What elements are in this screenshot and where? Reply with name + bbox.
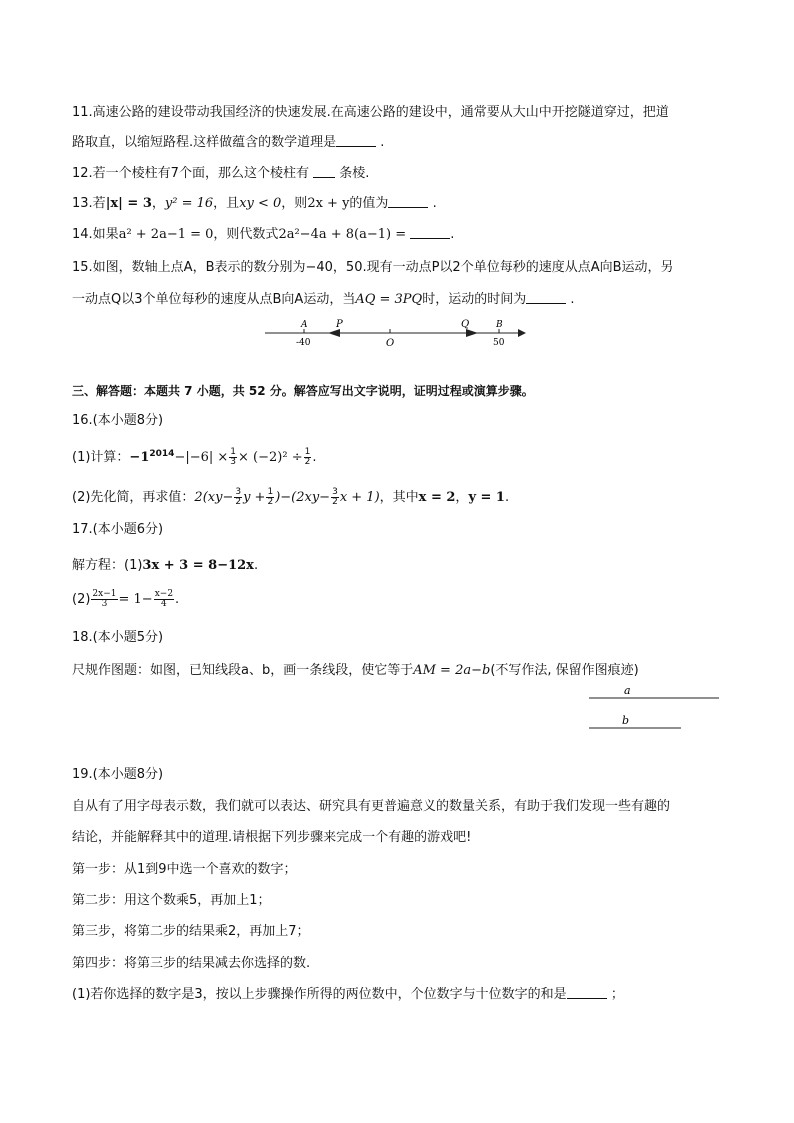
label-val-a: -40 [296, 338, 311, 348]
q13-text: 13.若 [72, 196, 106, 211]
answer-blank[interactable] [526, 291, 566, 304]
frac-den: 2 [332, 497, 338, 507]
q16-p1-mid: × (−2)² ÷ [238, 450, 303, 465]
q19-step2: 第二步：用这个数乘5，再加上1； [72, 893, 271, 908]
q16-heading: 16.(本小题8分) [72, 413, 164, 428]
q16-p1-abs: −|−6| × [174, 450, 229, 465]
q17-p1-end: . [253, 558, 259, 573]
q19-step4: 第四步：将第三步的结果减去你选择的数. [72, 956, 311, 971]
q15-math-cond: AQ = 3PQ [355, 292, 423, 307]
segment-b-label: b [622, 714, 630, 727]
q11-end: . [380, 135, 385, 150]
q16-p2-where: ，其中 [379, 490, 419, 505]
label-o: O [386, 338, 395, 349]
fraction [154, 590, 174, 609]
q19-step3: 第三步，将第二步的结果乘2，再加上7； [72, 924, 310, 939]
fraction [229, 448, 237, 467]
q13-math-xy: xy < 0 [239, 196, 282, 211]
q11-text: 路取直，以缩短路程.这样做蕴含的数学道理是 [72, 135, 337, 150]
frac-num: 1 [304, 447, 311, 457]
q17-p2-math: = 1− [118, 592, 153, 607]
q15-line2 [72, 290, 575, 310]
q18-heading: 18.(本小题5分) [72, 630, 164, 645]
number-line-figure [260, 314, 530, 350]
q15-text-b: 时，运动的时间为 [422, 292, 527, 307]
q19-intro-line1: 自从有了用字母表示数，我们就可以表达、研究具有更普遍意义的数量关系，有助于我们发现一些有趣的 [72, 799, 671, 814]
q18-math: AM = 2a−b [413, 663, 491, 678]
q16-p1-math: −1 [129, 450, 150, 465]
frac-den: 3 [230, 457, 237, 467]
q14-math-eq: a² + 2a−1 = 0 [118, 227, 214, 242]
q13-sep: ， [151, 196, 165, 211]
frac-den: 3 [101, 599, 108, 609]
q19-step1: 第一步：从1到9中选一个喜欢的数字； [72, 862, 297, 877]
answer-blank[interactable] [336, 134, 376, 147]
label-q: Q [461, 319, 470, 330]
frac-den: 2 [267, 497, 274, 507]
section-3-heading: 三、解答题：本题共 7 小题，共 52 分。解答应写出文字说明，证明过程或演算步骤。 [72, 384, 534, 398]
q13-math-y: y² = 16 [164, 196, 214, 211]
q16-p2-math-c: )−(2xy− [275, 490, 331, 505]
q12-text-b: 条棱. [339, 166, 370, 181]
q13-sep4: 的值为 [349, 196, 389, 211]
q17-part2 [72, 590, 179, 610]
q16-p1-exponent: 2014 [149, 449, 175, 459]
frac-den: 2 [235, 497, 242, 507]
q16-p2-math-d: x + 1) [339, 490, 380, 505]
q16-p2-y: y = 1 [468, 490, 505, 505]
q16-p2-sep: ， [455, 490, 469, 505]
frac-den: 4 [161, 599, 167, 609]
answer-blank[interactable] [410, 226, 450, 239]
q16-p2-x: x = 2 [418, 490, 456, 505]
q16-part1 [72, 448, 316, 468]
q14-math-expr: 2a²−4a + 8(a−1) = [278, 227, 407, 242]
label-val-b: 50 [493, 338, 505, 348]
q18-text: 尺规作图题：如图，已知线段a、b，画一条线段，使它等于 [72, 663, 414, 678]
q14-line [72, 225, 454, 245]
answer-blank[interactable] [313, 165, 335, 178]
fraction [331, 488, 339, 507]
label-p: P [336, 319, 343, 330]
fraction [91, 590, 117, 609]
q17-heading: 17.(本小题6分) [72, 522, 164, 537]
fraction [266, 488, 274, 507]
q13-math-expr: 2x + y [307, 196, 350, 211]
q19-heading: 19.(本小题8分) [72, 767, 164, 782]
q17-p2-end: . [175, 592, 180, 607]
label-a: A [301, 320, 308, 330]
segments-figure [585, 682, 725, 732]
frac-num: 3 [332, 487, 338, 497]
frac-num: 1 [230, 447, 237, 457]
q17-p2-label: (2) [72, 592, 91, 607]
q16-p1-label: (1)计算： [72, 450, 130, 465]
q13-end: . [432, 196, 437, 211]
q16-p2-math-a: 2(xy− [194, 490, 234, 505]
q14-text: 14.如果 [72, 227, 119, 242]
q16-p1-end: . [312, 450, 317, 465]
segment-a-label: a [624, 684, 631, 697]
q19-part1 [72, 985, 624, 1005]
q11-line1: 11.高速公路的建设带动我国经济的快速发展.在高速公路的建设中，通常要从大山中开挖隧道穿过，把道 [72, 105, 669, 120]
q16-p2-label: (2)先化简，再求值： [72, 490, 195, 505]
frac-num: x−2 [154, 589, 174, 599]
q18-body [72, 661, 639, 681]
q17-p1-math: 3x + 3 = 8−12x [142, 558, 254, 573]
frac-num: 3 [235, 487, 242, 497]
q19-intro-line2: 结论，并能解释其中的道理.请根据下列步骤来完成一个有趣的游戏吧! [72, 830, 472, 845]
q13-line [72, 194, 437, 214]
q16-part2 [72, 488, 509, 508]
q18-tail: (不写作法, 保留作图痕迹) [490, 663, 639, 678]
fraction [304, 448, 312, 467]
q19-p1-text: (1)若你选择的数字是3，按以上步骤操作所得的两位数中，个位数字与十位数字的和是 [72, 987, 567, 1002]
point-p-arrow [328, 329, 340, 337]
q15-end: . [570, 292, 575, 307]
q16-p2-math-b: y + [243, 490, 266, 505]
q17-p1-label: 解方程：(1) [72, 558, 143, 573]
answer-blank[interactable] [388, 195, 428, 208]
q15-text-a: 一动点Q以3个单位每秒的速度从点B向A运动，当 [72, 292, 356, 307]
frac-num: 2x−1 [92, 589, 117, 599]
frac-num: 1 [267, 487, 274, 497]
q13-sep2: ，且 [213, 196, 240, 211]
point-q-arrow [466, 329, 478, 337]
q19-p1-end: ； [610, 987, 624, 1002]
q13-sep3: ，则 [281, 196, 308, 211]
q17-part1 [72, 556, 258, 576]
q14-sep: ，则代数式 [213, 227, 279, 242]
q12-line [72, 164, 369, 184]
frac-den: 2 [304, 457, 311, 467]
q11-line2 [72, 133, 384, 153]
q13-math-abs: |x| = 3 [105, 196, 152, 211]
q16-p2-end: . [504, 490, 510, 505]
q12-text-a: 12.若一个棱柱有7个面，那么这个棱柱有 [72, 166, 309, 181]
q14-end: . [450, 227, 455, 242]
axis-arrow [518, 329, 526, 337]
fraction [234, 488, 242, 507]
q15-line1: 15.如图，数轴上点A，B表示的数分别为−40，50.现有一动点P以2个单位每秒的速度从点A向B运动，另 [72, 260, 674, 275]
label-b: B [496, 320, 503, 330]
answer-blank[interactable] [567, 986, 607, 999]
